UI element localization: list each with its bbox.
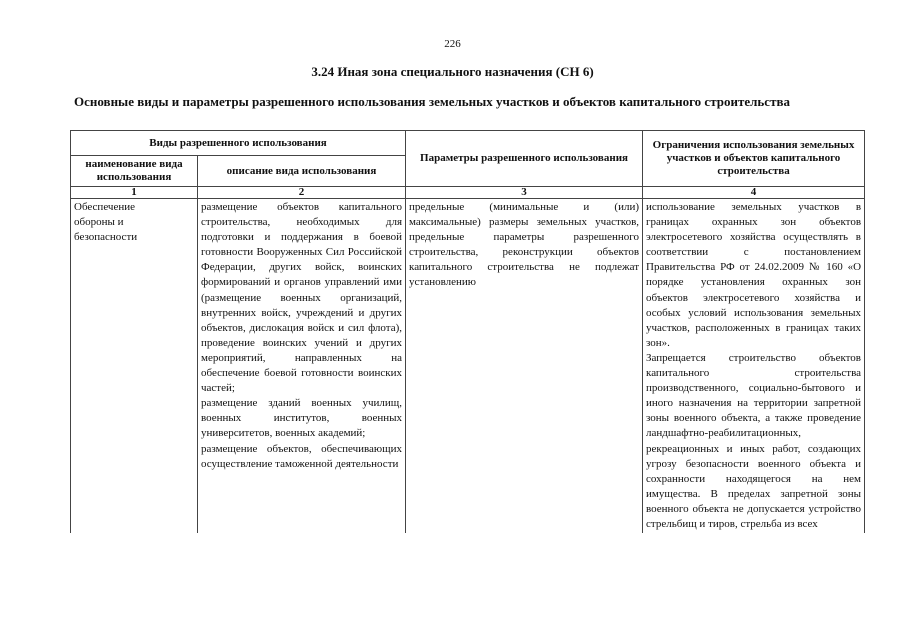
parameters-cell — [406, 199, 643, 534]
restrictions-text: использование земельных участков в границах охранных зон объектов электросетевого хозяйства осуществлять в соответствии с постановлением Правительства РФ от 24.02.2009 № 160 «О порядке установления охранных зон объектов электросетевого хозяйства и особых условий использования земельных участков, расположенных в границах таких зон». Запрещается строительство объектов капитального строительства производственного, социально-бытового и иного назначения на территории запретной зоны военного объекта, а также проведение ландшафтно-реабилитационных, рекреационных и иных работ, создающих угрозу безопасности военного объекта и сохранности находящегося на нем имущества. В пределах запретной зоны военного объекта не допускается устройство стрельбищ и тиров, стрельба из всех — [646, 201, 862, 530]
table-subtitle: Основные виды и параметры разрешенного использования земельных участков и объектов капитального строительства — [74, 94, 790, 109]
header-row-1 — [71, 131, 865, 156]
header-col4: Ограничения использования земельных участков и объектов капитального строительства — [643, 131, 865, 187]
column-number-row — [71, 187, 865, 199]
land-use-table — [70, 130, 865, 533]
page-number: 226 — [444, 38, 461, 50]
column-number-2: 2 — [198, 187, 406, 199]
use-description-text: размещение объектов капитального строительства, необходимых для подготовки и поддержания в боевой готовности Вооруженных Сил Российской Федерации, других войск, воинских формирований и органов управлений ими (размещение военных организаций, внутренних войск, учреждений и других объектов, дислокация войск и сил флота), проведение воинских учений и других мероприятий, направленных на обеспечение боевой готовности воинских частей; размещение зданий военных училищ, военных институтов, военных университетов, военных академий; размещение объектов, обеспечивающих осуществление таможенной деятельности — [201, 201, 403, 470]
table-row — [71, 199, 865, 534]
section-title: 3.24 Иная зона специального назначения (СН 6) — [311, 64, 594, 79]
column-number-3: 3 — [406, 187, 643, 199]
use-name-text: Обеспечение обороны и безопасности — [74, 201, 138, 244]
restrictions-cell — [643, 199, 865, 534]
use-description-cell — [198, 199, 406, 534]
header-col1: наименование вида использования — [71, 156, 198, 187]
header-group-label: Виды разрешенного использования — [71, 131, 406, 156]
use-name-cell — [71, 199, 198, 534]
column-number-4: 4 — [643, 187, 865, 199]
column-number-1: 1 — [71, 187, 198, 199]
parameters-text: предельные (минимальные и (или) максимальные) размеры земельных участков, предельные параметры разрешенного строительства, реконструкции объектов капитального строительства не подлежат установлению — [409, 201, 640, 289]
header-col3: Параметры разрешенного использования — [406, 131, 643, 187]
header-col2: описание вида использования — [198, 156, 406, 187]
